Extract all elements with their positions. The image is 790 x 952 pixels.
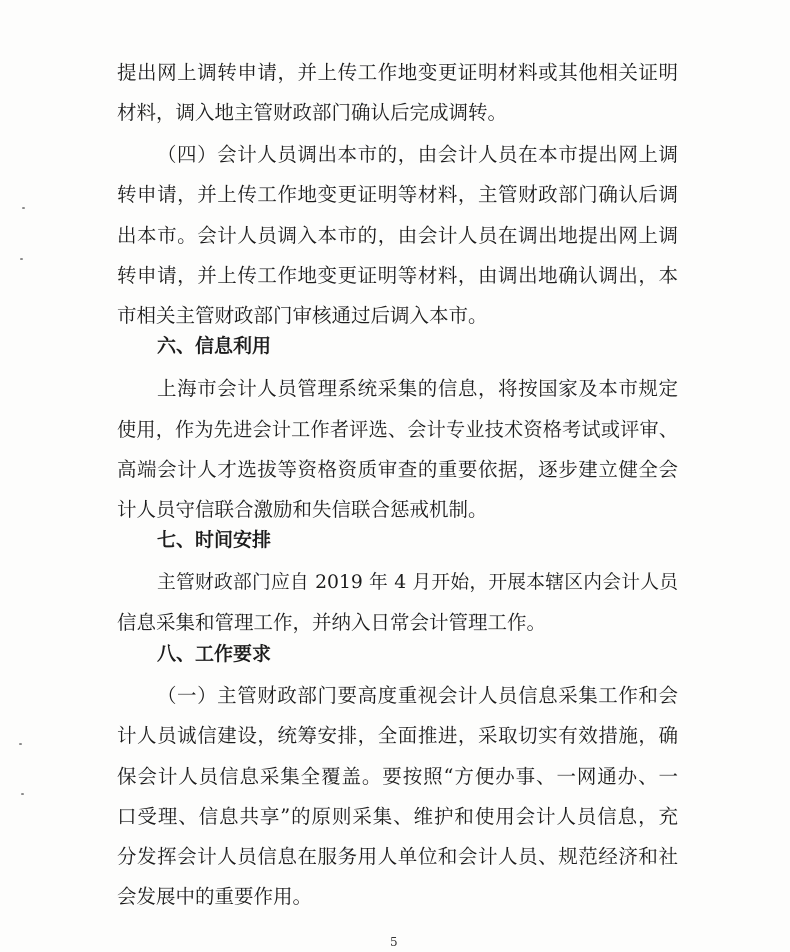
scan-speck <box>21 793 24 795</box>
paragraph-line <box>0 563 790 603</box>
paragraph-line-text: 主管财政部门应自 2019 年 4 月开始，开展本辖区内会计人员 <box>157 572 678 593</box>
paragraph-line-text: 高端会计人才选拔等资格资质审查的重要依据，逐步建立健全会 <box>117 458 678 481</box>
scan-speck <box>19 743 22 745</box>
paragraph-line <box>0 53 790 93</box>
paragraph-line-text: 信息采集和管理工作，并纳入日常会计管理工作。 <box>117 611 547 634</box>
paragraph-line-text: 分发挥会计人员信息在服务用人单位和会计人员、规范经济和社 <box>117 845 678 868</box>
paragraph-line <box>0 450 790 490</box>
paragraph-line-text: 口受理、信息共享”的原则采集、维护和使用会计人员信息，充 <box>117 805 678 828</box>
paragraph-line <box>0 877 790 917</box>
paragraph-line-text: 使用，作为先进会计工作者评选、会计专业技术资格考试或评审、 <box>117 418 678 441</box>
paragraph-line <box>0 716 790 756</box>
paragraph-line <box>0 216 790 256</box>
scan-speck <box>22 207 25 209</box>
paragraph-line <box>0 135 790 175</box>
paragraph-line-text: 上海市会计人员管理系统采集的信息，将按国家及本市规定 <box>157 377 678 400</box>
paragraph-line <box>0 676 790 716</box>
paragraph-line <box>0 757 790 797</box>
paragraph-line <box>0 175 790 215</box>
page-number: 5 <box>390 935 398 949</box>
paragraph-line-text: 保会计人员信息采集全覆盖。要按照“方便办事、一网通办、一 <box>117 765 678 788</box>
section-heading <box>0 520 790 560</box>
paragraph-line-text: 市相关主管财政部门审核通过后调入本市。 <box>117 304 488 327</box>
paragraph-line <box>0 797 790 837</box>
scan-speck <box>20 258 23 260</box>
paragraph-line-text: 转申请，并上传工作地变更证明等材料，由调出地确认调出，本 <box>117 264 678 287</box>
paragraph-line-text: 计人员诚信建设，统筹安排，全面推进，采取切实有效措施，确 <box>117 724 678 747</box>
paragraph-line-text: 材料，调入地主管财政部门确认后完成调转。 <box>117 101 508 124</box>
paragraph-line <box>0 256 790 296</box>
section-heading-text: 七、时间安排 <box>157 529 272 551</box>
paragraph-line-text: 出本市。会计人员调入本市的，由会计人员在调出地提出网上调 <box>117 224 678 247</box>
section-heading-text: 六、信息利用 <box>157 335 272 357</box>
paragraph-line-text: 计人员守信联合激励和失信联合惩戒机制。 <box>117 498 488 521</box>
paragraph-line-text: 提出网上调转申请，并上传工作地变更证明材料或其他相关证明 <box>117 61 678 84</box>
paragraph-line-text: 会发展中的重要作用。 <box>117 885 313 908</box>
paragraph-line-text: （四）会计人员调出本市的，由会计人员在本市提出网上调 <box>157 143 678 166</box>
section-heading <box>0 326 790 366</box>
paragraph-line-text: 转申请，并上传工作地变更证明等材料，主管财政部门确认后调 <box>117 183 678 206</box>
paragraph-line-text: （一）主管财政部门要高度重视会计人员信息采集工作和会 <box>157 684 678 707</box>
paragraph-line <box>0 369 790 409</box>
paragraph-line <box>0 410 790 450</box>
paragraph-line <box>0 837 790 877</box>
section-heading <box>0 634 790 674</box>
paragraph-line <box>0 93 790 133</box>
section-heading-text: 八、工作要求 <box>157 643 272 665</box>
